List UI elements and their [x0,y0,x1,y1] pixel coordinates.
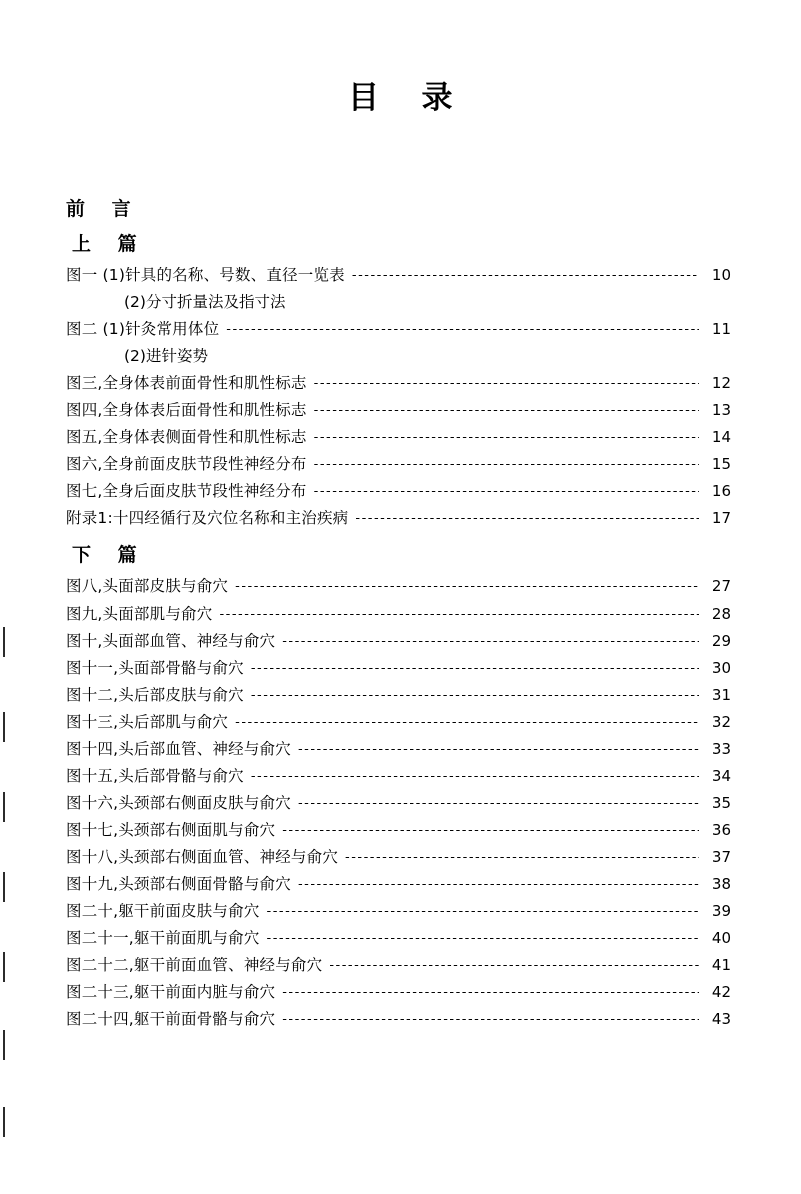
heading-upper-part: 上 篇 [72,232,147,255]
toc-page-number: 37 [711,847,731,866]
toc-entry[interactable] [66,684,731,708]
toc-entry-label: 图二十三,躯干前面内脏与俞穴 [66,983,276,1002]
toc-leader-dots [298,749,699,750]
page-title [0,72,801,117]
toc-entry[interactable] [66,630,731,654]
toc-leader-dots [235,722,699,723]
toc-leader-dots [226,329,699,330]
toc-entry[interactable] [66,453,731,477]
toc-page-number: 41 [711,956,731,975]
toc-subentry[interactable]: (2)进针姿势 [124,347,208,366]
toc-entry[interactable] [66,738,731,762]
toc-leader-dots [314,464,699,465]
toc-entry[interactable] [66,575,731,599]
toc-entry[interactable] [66,792,731,816]
toc-entry-label: 图五,全身体表侧面骨性和肌性标志 [66,428,307,447]
toc-page-number: 13 [711,401,731,420]
toc-leader-dots [251,695,699,696]
toc-page-number: 35 [711,793,731,812]
toc-leader-dots [355,518,699,519]
toc-entry[interactable] [66,819,731,843]
toc-page-number: 39 [711,902,731,921]
scan-edge-mark [3,952,5,982]
toc-entry-label: 图二十一,躯干前面肌与俞穴 [66,929,260,948]
toc-entry-label: 图一 (1)针具的名称、号数、直径一览表 [66,266,345,284]
toc-page-number: 30 [711,658,731,677]
toc-page-number: 29 [711,631,731,650]
toc-page-number: 27 [711,577,731,596]
toc-entry-label: 图十五,头后部骨骼与俞穴 [66,766,244,785]
toc-entry-label: 图七,全身后面皮肤节段性神经分布 [66,482,307,501]
toc-entry[interactable] [66,1008,731,1032]
toc-entry-label: 图十四,头后部血管、神经与俞穴 [66,739,291,758]
toc-entry-label: 图九,头面部肌与俞穴 [66,604,213,623]
toc-entry-label: 图三,全身体表前面骨性和肌性标志 [66,374,307,393]
toc-page-number: 14 [711,428,731,447]
toc-leader-dots [352,275,699,276]
toc-leader-dots [282,1019,699,1020]
toc-leader-dots [251,776,699,777]
toc-leader-dots [298,884,699,885]
toc-page-number: 11 [711,320,731,339]
toc-page-number: 17 [711,509,731,528]
toc-entry[interactable] [66,264,731,288]
toc-subentry[interactable]: (2)分寸折量法及指寸法 [124,293,286,312]
table-of-contents [0,195,801,1032]
toc-entry-label: 图四,全身体表后面骨性和肌性标志 [66,401,307,420]
heading-lower-part: 下 篇 [72,543,147,566]
scan-edge-mark [3,1030,5,1060]
toc-leader-dots [345,857,699,858]
toc-page-number: 15 [711,455,731,474]
toc-page-number: 34 [711,766,731,785]
toc-entry[interactable] [66,981,731,1005]
toc-entry-label: 图十三,头后部肌与俞穴 [66,712,229,731]
toc-entry[interactable] [66,900,731,924]
toc-page-number: 28 [711,604,731,623]
toc-page-number: 33 [711,739,731,758]
toc-entry-label: 图十九,头颈部右侧面骨骼与俞穴 [66,874,291,893]
toc-entry-label: 图二十,躯干前面皮肤与俞穴 [66,902,260,921]
toc-leader-dots [267,911,699,912]
toc-leader-dots [314,410,699,411]
toc-page-number: 32 [711,712,731,731]
toc-page-number: 42 [711,983,731,1002]
toc-leader-dots [314,383,699,384]
toc-page-number: 40 [711,929,731,948]
toc-entry[interactable] [66,480,731,504]
toc-entry-label: 图十八,头颈部右侧面血管、神经与俞穴 [66,847,339,866]
toc-entry[interactable] [66,426,731,450]
toc-page-number: 43 [711,1010,731,1029]
toc-entry-label: 附录1:十四经循行及穴位名称和主治疾病 [66,509,349,528]
toc-entry-label: 图六,全身前面皮肤节段性神经分布 [66,455,307,474]
toc-entry[interactable] [66,873,731,897]
toc-entry-label: 图十一,头面部骨骼与俞穴 [66,658,244,677]
scan-edge-mark [3,712,5,742]
toc-page-number: 16 [711,482,731,501]
toc-leader-dots [298,803,699,804]
toc-entry[interactable] [66,846,731,870]
toc-page-number: 38 [711,874,731,893]
heading-preface: 前 言 [66,198,141,220]
toc-leader-dots [282,992,699,993]
toc-entry[interactable] [66,372,731,396]
toc-entry-label: 图十六,头颈部右侧面皮肤与俞穴 [66,793,291,812]
toc-entry[interactable] [66,954,731,978]
toc-entry-label: 图十七,头颈部右侧面肌与俞穴 [66,820,276,839]
toc-entry[interactable] [66,711,731,735]
scan-edge-mark [3,1107,5,1137]
page-title-right: 录 [421,80,453,116]
toc-page-number: 36 [711,820,731,839]
scan-edge-mark [3,792,5,822]
page-title-left: 目 [348,80,380,116]
toc-leader-dots [235,586,699,587]
toc-leader-dots [314,491,699,492]
scan-edge-mark [3,627,5,657]
toc-entry[interactable] [66,318,731,342]
toc-entry[interactable] [66,927,731,951]
toc-entry-label: 图二十四,躯干前面骨骼与俞穴 [66,1010,276,1029]
toc-entry-label: 图二 (1)针灸常用体位 [66,320,220,339]
upper-entry-list [66,264,731,531]
lower-entry-list [66,575,731,1031]
toc-page-number: 31 [711,685,731,704]
toc-leader-dots [314,437,699,438]
toc-page-number: 12 [711,374,731,393]
toc-leader-dots [219,614,699,615]
toc-entry[interactable] [66,657,731,681]
toc-leader-dots [267,938,699,939]
toc-page [0,72,801,1194]
toc-leader-dots [282,641,699,642]
toc-entry-label: 图二十二,躯干前面血管、神经与俞穴 [66,956,323,975]
toc-entry[interactable] [66,507,731,531]
toc-page-number: 10 [711,266,731,284]
scan-edge-mark [3,872,5,902]
toc-entry-label: 图十,头面部血管、神经与俞穴 [66,631,276,650]
toc-entry[interactable] [66,765,731,789]
toc-leader-dots [251,668,699,669]
toc-entry[interactable] [66,399,731,423]
toc-entry-label: 图十二,头后部皮肤与俞穴 [66,685,244,704]
toc-entry[interactable] [66,603,731,627]
toc-leader-dots [282,830,699,831]
toc-leader-dots [329,965,699,966]
toc-entry-label: 图八,头面部皮肤与俞穴 [66,577,229,596]
